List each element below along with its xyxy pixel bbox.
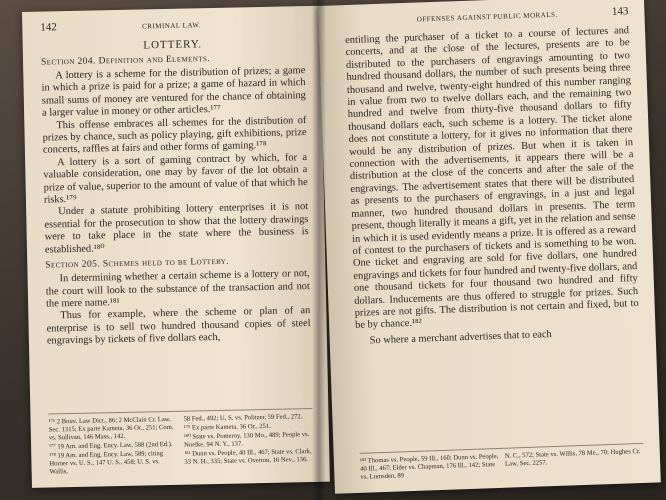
footnote: ¹⁸² Thomas vs. People, 59 Ill., 160; Dunn vs. People, 40 Ill., 467; Elder vs. Chapman, 176 Ill., 142; State vs. Lumsden, 89 xyxy=(359,452,499,481)
left-page-number: 142 xyxy=(40,21,57,34)
left-footnotes xyxy=(48,408,313,478)
footnote: ¹⁷⁷ 19 Am. and Eng. Ency. Law, 588 (2nd Ed.). xyxy=(49,440,173,451)
footnote-column xyxy=(49,416,179,478)
footnote: ¹⁷⁸ 19 Am. and Eng. Ency. Law, 589; citing Horner vs. U. S., 147 U. S., 458; U. S. vs. Wallis, xyxy=(49,450,164,476)
chapter-title: LOTTERY. xyxy=(143,38,203,52)
paragraph: This offense embraces all schemes for the distribution of prizes by chance, such as policy playing, gift exhibitions, prize concerts, raffles at fairs and other forms of gaming.¹⁷⁸ xyxy=(42,114,307,157)
left-running-head: CRIMINAL LAW. xyxy=(141,21,202,31)
paragraph: entitling the purchaser of a ticket to a course of lectures and concerts, and at the close of the lectures, presents are to be distributed to the purchasers of engravings amounting to two hundred thousand dollars, the number of such presents being three thousand and twelve, twenty-eight hundred of this number ranging in value from two to twelve dollars each, and the remaining two hundred and twelve from thirty-five thousand dollars to fifty thousand dollars each, such scheme is a lottery. The ticket alone does not constitute a lottery, for it gives no information that there would be any distribution of prizes. But when it is taken in connection with the advertisements, it appears there will be a distribution at the close of the concerts and after the sale of the engravings. The advertisement states that there will be distributed as presents to the purchasers of engravings, in a just and legal manner, two hundred thousand dollars in presents. The term present, though literally it means a gift, yet in the relation and sense in which it is used evidently means a prize. It is offered as a reward of contest to the purchasers of tickets and is something to be won. One ticket and engraving are sold for five dollars, one hundred engravings and tickets for four hundred and twenty-five dollars, and one thousand tickets for four thousand two hundred and fifty dollars. Inducements are thus offered to struggle for prizes. Such prizes are not gifts. The distribution is not certain and fixed, but to be by chance.¹⁸² xyxy=(345,25,639,332)
footnote: ¹⁷⁶ 2 Bouv. Law Dict., 86; 2 McClain Cr. Law, Sec. 1315; Ex parte Kameta, 36 Or., 251; Com. vs. Sullivan, 146 Mass., 142. xyxy=(48,415,174,442)
right-header xyxy=(344,5,628,27)
section-205-heading: Section 205. Schemes held to be Lottery. xyxy=(45,256,230,271)
footnote-column xyxy=(360,453,500,483)
right-running-head: OFFENSES AGAINST PUBLIC MORALS. xyxy=(416,10,558,24)
footnote: N. C., 572; State vs. Willis, 78 Me., 70; Hughes Cr. Law, Sec. 2257. xyxy=(504,448,641,468)
paragraph: Thus for example, where the scheme or plan of an enterprise is to sell two hundred thousand copies of steel engravings by tickets of five dollars each, xyxy=(46,305,311,347)
footnote: ¹⁷⁹ Ex parte Kameta, 36 Or., 251. xyxy=(183,422,271,432)
right-page-number: 143 xyxy=(611,5,629,18)
paragraph: A lottery is a scheme for the distribution of prizes; a game in which a prize is paid for a prize; a game of hazard in which small sums of money are ventured for the chance of obtaining a larger value in money or other articles.¹⁷⁷ xyxy=(41,65,306,119)
paragraph: Under a statute prohibiting lottery enterprises it is not essential for the prosecution to show that the lottery drawings were to take place in the state where the business is established.¹⁸⁰ xyxy=(44,201,309,256)
left-page xyxy=(22,6,330,488)
right-footnotes xyxy=(360,443,645,483)
section-204-heading: Section 204. Definition and Elements. xyxy=(40,54,211,68)
footnote-column xyxy=(505,448,645,478)
footnote: 58 Fed., 492; U. S. vs. Politzer, 59 Fed., 272. xyxy=(183,413,303,423)
footnote: ¹⁸¹ Dunn vs. People, 40 Ill., 467; State vs. Clark, 33 N. H., 335; State vs. Overton, 16 Nev., 136. xyxy=(184,448,312,466)
paragraph: In determining whether a certain scheme is a lottery or not, the court will look to the substance of the transaction and not the mere name.¹⁸¹ xyxy=(45,268,310,310)
right-page xyxy=(318,0,661,494)
left-header xyxy=(40,16,304,34)
footnote-column xyxy=(183,413,313,475)
paragraph: A lottery is a sort of gaming contract by which, for a valuable consideration, one may by favor of the lot obtain a prize of value, superior to the amount of value of that which he risks.¹⁷⁹ xyxy=(43,151,308,206)
paragraph: So where a merchant advertises that to each xyxy=(369,328,552,347)
footnote: ¹⁸⁰ State vs. Pomeroy, 130 Mo., 489; People vs. Noelke, 94 N. Y., 137. xyxy=(183,431,310,449)
book-gutter xyxy=(312,0,326,500)
